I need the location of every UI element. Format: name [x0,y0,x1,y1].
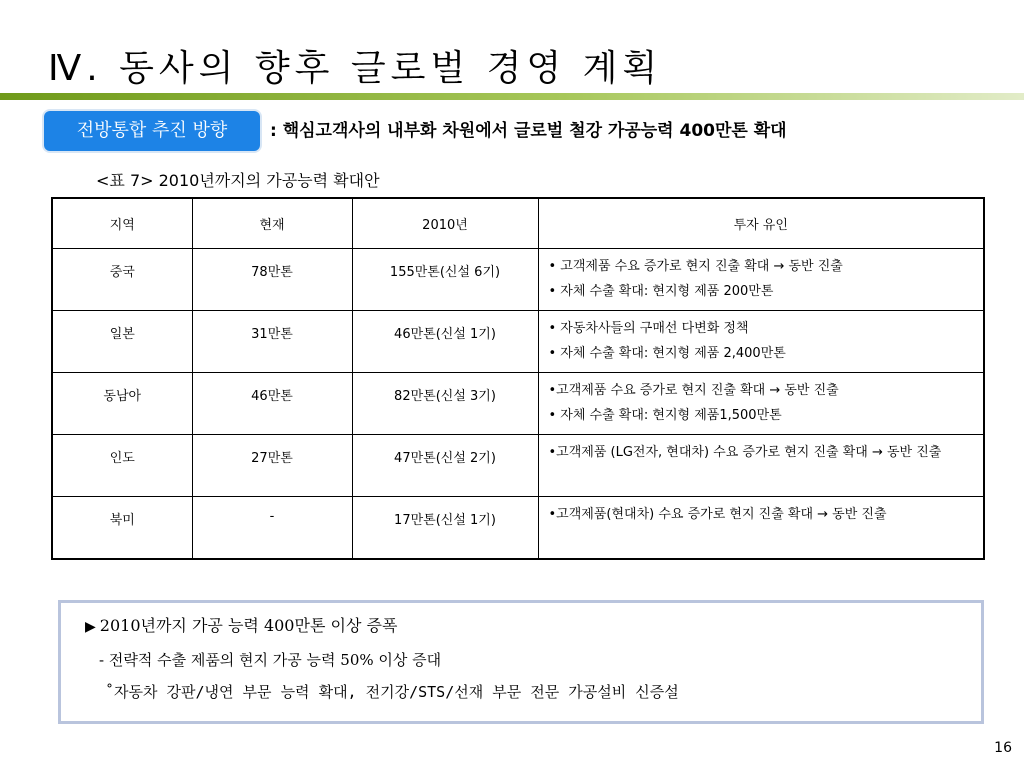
page-number: 16 [994,740,1012,756]
conclusion-box [58,600,984,724]
table-header-row [52,198,984,249]
table-caption: <표 7> 2010년까지의 가공능력 확대안 [96,171,380,190]
table-row [52,311,984,373]
conclusion-heading-text: 2010년까지 가공 능력 400만톤 이상 증폭 [99,616,398,635]
reason-line: • 자체 수출 확대: 현지형 제품 200만톤 [548,284,774,299]
cell-region: 동남아 [52,373,192,435]
cell-region: 북미 [52,497,192,559]
table-row [52,435,984,497]
cell-2010: 82만톤(신설 3기) [352,373,538,435]
cell-region: 인도 [52,435,192,497]
cell-current: 78만톤 [192,249,352,311]
capacity-table [51,197,985,560]
reason-line: • 고객제품 수요 증가로 현지 진출 확대 → 동반 진출 [548,259,843,274]
cell-current: - [192,497,352,559]
reason-line: •고객제품(현대차) 수요 증가로 현지 진출 확대 → 동반 진출 [548,507,887,522]
conclusion-subpoint: - 전략적 수출 제품의 현지 가공 능력 50% 이상 증대 [99,651,442,669]
reason-line: •고객제품 수요 증가로 현지 진출 확대 → 동반 진출 [548,383,839,398]
cell-2010: 46만톤(신설 1기) [352,311,538,373]
page-title: Ⅳ. 동사의 향후 글로벌 경영 계획 [48,48,663,89]
header-reason: 투자 유인 [538,198,984,249]
reason-line: •고객제품 (LG전자, 현대차) 수요 증가로 현지 진출 확대 → 동반 진출 [548,445,942,460]
conclusion-detail: ˚자동차 강판/냉연 부문 능력 확대, 전기강/STS/선재 부문 전문 가공설비 신증설 [105,683,679,701]
header-2010: 2010년 [352,198,538,249]
conclusion-heading [85,613,397,636]
reason-line: • 자체 수출 확대: 현지형 제품1,500만톤 [548,408,782,423]
cell-2010: 47만톤(신설 2기) [352,435,538,497]
header-region: 지역 [52,198,192,249]
cell-2010: 155만톤(신설 6기) [352,249,538,311]
title-underline [0,93,1024,100]
table-row [52,373,984,435]
table-row [52,249,984,311]
cell-current: 27만톤 [192,435,352,497]
cell-reason [538,311,984,373]
cell-reason [538,249,984,311]
cell-current: 31만톤 [192,311,352,373]
reason-line: • 자동차사들의 구매선 다변화 정책 [548,321,749,336]
cell-region: 일본 [52,311,192,373]
cell-region: 중국 [52,249,192,311]
direction-badge: 전방통합 추진 방향 [44,111,260,151]
triangle-bullet-icon: ▶ [85,619,96,635]
table-row [52,497,984,559]
header-current: 현재 [192,198,352,249]
cell-reason [538,373,984,435]
reason-line: • 자체 수출 확대: 현지형 제품 2,400만톤 [548,346,786,361]
summary-text: : 핵심고객사의 내부화 차원에서 글로벌 철강 가공능력 400만톤 확대 [270,121,787,141]
cell-reason [538,435,984,497]
cell-2010: 17만톤(신설 1기) [352,497,538,559]
cell-reason [538,497,984,559]
cell-current: 46만톤 [192,373,352,435]
